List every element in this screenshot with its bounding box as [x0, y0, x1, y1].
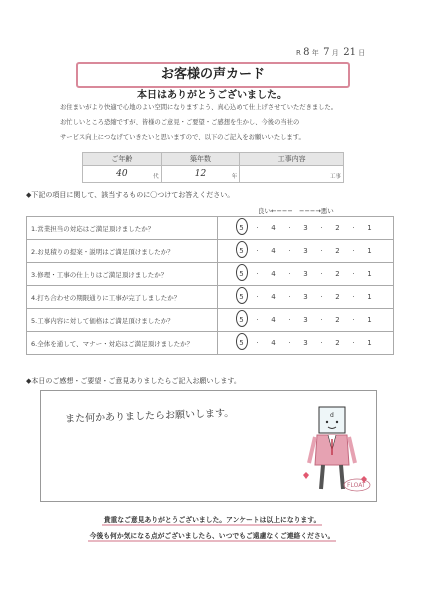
rating-option-5[interactable]: 5 [231, 247, 253, 255]
rating-option-5[interactable]: 5 [231, 293, 253, 301]
separator-dot: · [256, 247, 259, 255]
question-text: 2.お見積りの提案・説明はご満足頂けましたか？ [27, 240, 218, 263]
separator-dot: · [256, 270, 259, 278]
question-text: 4.打ち合わせの期限通りに工事が完了しましたか？ [27, 286, 218, 309]
rating-option-3[interactable]: 3 [303, 316, 308, 324]
rating-options [218, 240, 394, 263]
separator-dot: · [352, 270, 355, 278]
separator-dot: · [320, 316, 323, 324]
month-unit: 月 [331, 49, 339, 57]
rating-table [26, 216, 394, 355]
closing-text-2: 今後も何か気になる点がございましたら、いつでもご遠慮なくご連絡ください。 [89, 532, 335, 540]
scale-legend [258, 206, 334, 215]
separator-dot: · [288, 293, 291, 301]
rating-option-3[interactable]: 3 [303, 339, 308, 347]
mascot-illustration [297, 395, 373, 499]
rating-option-1[interactable]: 1 [367, 224, 372, 232]
arrow-left: ←−−− [271, 207, 293, 215]
intro-line: お住まいがより快適で心地のよい空間になりますよう、真心込めて仕上げさせていただきました。 [60, 104, 338, 111]
svg-text:d: d [330, 412, 334, 419]
scale-good: 良い [258, 207, 271, 215]
closing-line-2 [0, 530, 424, 540]
comment-text: また何かありましたらお願いします。 [64, 408, 235, 425]
mascot-label: FLOAT [347, 482, 366, 489]
intro-text [60, 100, 380, 145]
year-unit: 年 [311, 49, 319, 57]
question-text: 3.修理・工事の仕上りはご満足頂けましたか？ [27, 263, 218, 286]
rating-options [218, 332, 394, 355]
rating-option-3[interactable]: 3 [303, 224, 308, 232]
age-header: ご年齢 [83, 153, 162, 166]
date-day: 21 [343, 47, 356, 58]
rating-options [218, 217, 394, 240]
work-unit: 工事 [329, 174, 341, 180]
separator-dot: · [320, 293, 323, 301]
age-value: 40 [116, 169, 128, 179]
date-month: 7 [323, 47, 330, 58]
separator-dot: · [256, 293, 259, 301]
date-line [296, 47, 365, 58]
building-age-cell[interactable] [161, 166, 240, 183]
closing-line-1 [0, 514, 424, 524]
separator-dot: · [256, 316, 259, 324]
page-title: お客様の声カード [76, 62, 350, 88]
separator-dot: · [288, 247, 291, 255]
separator-dot: · [288, 316, 291, 324]
era: R [296, 49, 301, 57]
question-row [27, 332, 394, 355]
rating-option-4[interactable]: 4 [271, 247, 276, 255]
separator-dot: · [352, 293, 355, 301]
question-row [27, 286, 394, 309]
rating-option-1[interactable]: 1 [367, 247, 372, 255]
question-text: 1.営業担当の対応はご満足頂けましたか？ [27, 217, 218, 240]
comment-section-heading: ◆本日のご感想・ご要望・ご意見ありましたらご記入お願いします。 [26, 377, 241, 385]
age-cell[interactable] [83, 166, 162, 183]
date-year: 8 [303, 47, 310, 58]
separator-dot: · [256, 224, 259, 232]
rating-option-2[interactable]: 2 [335, 270, 340, 278]
scale-bad: 悪い [320, 207, 334, 215]
rating-option-2[interactable]: 2 [335, 293, 340, 301]
question-text: 6.全体を通して、マナー・対応はご満足頂けましたか？ [27, 332, 218, 355]
customer-info-table [82, 152, 344, 183]
rating-options [218, 309, 394, 332]
question-text: 5.工事内容に対して価格はご満足頂けましたか？ [27, 309, 218, 332]
work-cell[interactable] [240, 166, 344, 183]
separator-dot: · [352, 247, 355, 255]
rating-option-3[interactable]: 3 [303, 247, 308, 255]
separator-dot: · [256, 339, 259, 347]
closing-text-1: 貴重なご意見ありがとうございました。アンケートは以上になります。 [103, 516, 321, 524]
rating-option-5[interactable]: 5 [231, 270, 253, 278]
intro-line: お忙しいところ恐縮ですが、皆様のご意見・ご要望・ご感想を生かし、今後の当社の [60, 119, 300, 126]
day-unit: 日 [358, 49, 366, 57]
separator-dot: · [320, 224, 323, 232]
rating-option-5[interactable]: 5 [231, 316, 253, 324]
separator-dot: · [352, 316, 355, 324]
rating-option-4[interactable]: 4 [271, 339, 276, 347]
rating-options [218, 263, 394, 286]
intro-line: サービス向上につなげていきたいと思いますので、以下のご記入をお願いいたします。 [60, 134, 305, 141]
comment-box[interactable] [40, 390, 377, 502]
separator-dot: · [352, 339, 355, 347]
thanks-heading: 本日はありがとうございました。 [137, 90, 287, 101]
work-header: 工事内容 [240, 153, 344, 166]
rating-option-1[interactable]: 1 [367, 270, 372, 278]
years-unit: 年 [231, 174, 238, 180]
building-age-value: 12 [194, 169, 207, 179]
rating-option-4[interactable]: 4 [271, 316, 276, 324]
rating-section-heading: ◆下記の項目に関して、該当するものに〇つけてお答えください。 [26, 191, 235, 199]
age-unit: 代 [153, 174, 159, 180]
rating-option-1[interactable]: 1 [367, 339, 372, 347]
rating-option-2[interactable]: 2 [335, 316, 340, 324]
separator-dot: · [288, 339, 291, 347]
rating-option-4[interactable]: 4 [271, 270, 276, 278]
separator-dot: · [320, 270, 323, 278]
rating-options [218, 286, 394, 309]
question-row [27, 217, 394, 240]
rating-option-4[interactable]: 4 [271, 293, 276, 301]
arrow-right: −−−→ [299, 207, 321, 215]
rating-option-5[interactable]: 5 [231, 224, 253, 232]
rating-option-3[interactable]: 3 [303, 270, 308, 278]
building-age-header: 築年数 [161, 153, 240, 166]
question-row [27, 263, 394, 286]
question-row [27, 309, 394, 332]
rating-option-2[interactable]: 2 [335, 339, 340, 347]
rating-option-3[interactable]: 3 [303, 293, 308, 301]
rating-option-2[interactable]: 2 [335, 224, 340, 232]
rating-option-4[interactable]: 4 [271, 224, 276, 232]
rating-option-2[interactable]: 2 [335, 247, 340, 255]
separator-dot: · [320, 339, 323, 347]
separator-dot: · [288, 224, 291, 232]
rating-option-5[interactable]: 5 [231, 339, 253, 347]
question-row [27, 240, 394, 263]
rating-option-1[interactable]: 1 [367, 293, 372, 301]
separator-dot: · [352, 224, 355, 232]
separator-dot: · [320, 247, 323, 255]
rating-option-1[interactable]: 1 [367, 316, 372, 324]
separator-dot: · [288, 270, 291, 278]
